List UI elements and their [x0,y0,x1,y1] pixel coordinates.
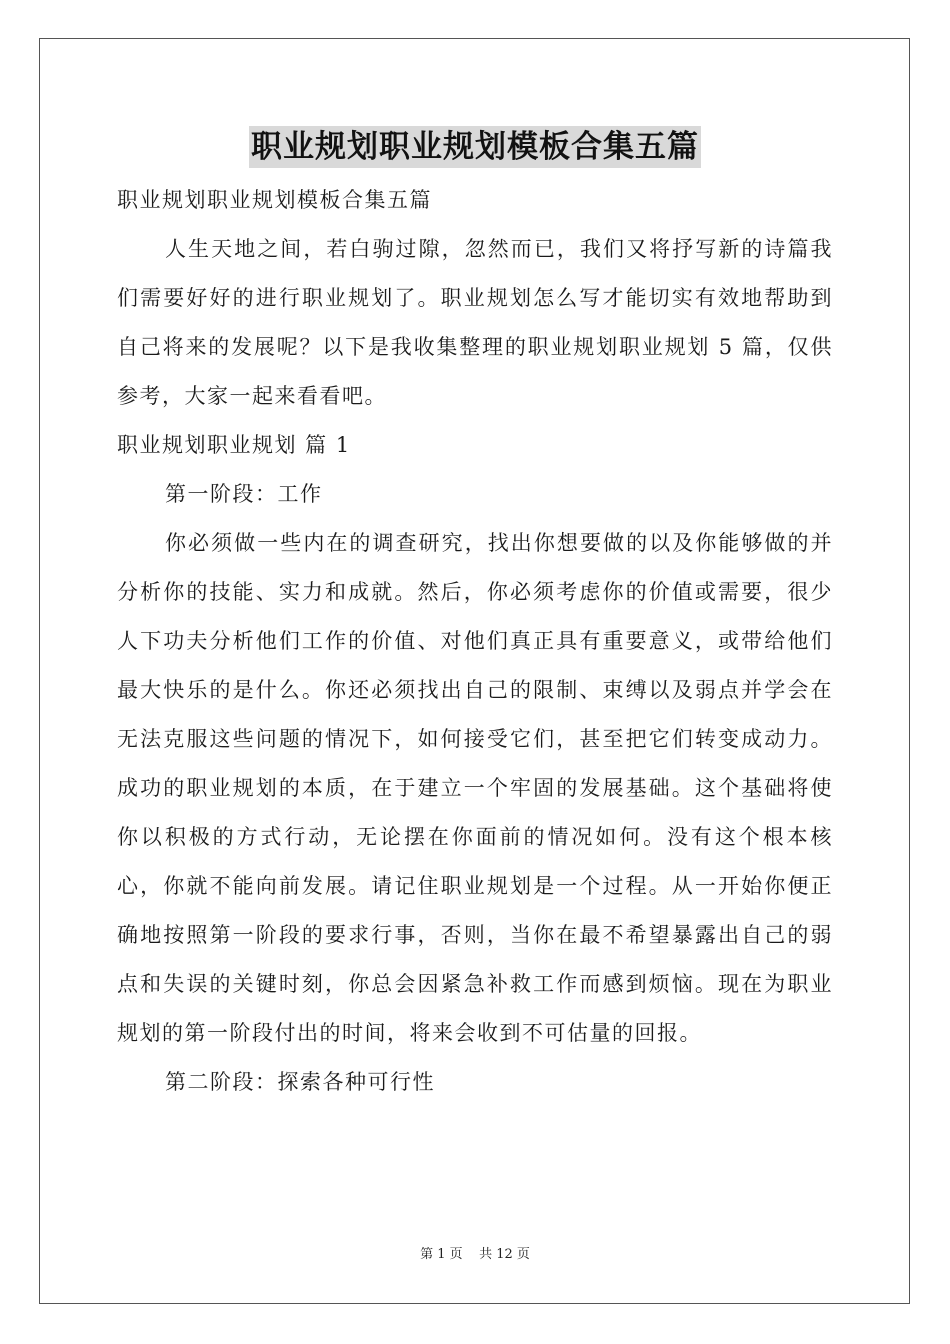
page-footer [0,1246,950,1264]
section-heading: 职业规划职业规划 篇 1 [117,433,351,457]
stage-one-paragraph: 你必须做一些内在的调查研究，找出你想要做的以及你能够做的并分析你的技能、实力和成就。然后，你必须考虑你的价值或需要，很少人下功夫分析他们工作的价值、对他们真正具有重要意义，或带给他们最大快乐的是什么。你还必须找出自己的限制、束缚以及弱点并学会在无法克服这些问题的情况下，如何接受它们，甚至把它们转变成动力。成功的职业规划的本质，在于建立一个牢固的发展基础。这个基础将使你以积极的方式行动，无论摆在你面前的情况如何。没有这个根本核心，你就不能向前发展。请记住职业规划是一个过程。从一开始你便正确地按照第一阶段的要求行事，否则，当你在最不希望暴露出自己的弱点和失误的关键时刻，你总会因紧急补救工作而感到烦恼。现在为职业规划的第一阶段付出的时间，将来会收到不可估量的回报。 [117,531,833,1045]
document-body [117,176,833,1107]
stage-one-heading: 第一阶段：工作 [165,482,323,506]
subtitle-line: 职业规划职业规划模板合集五篇 [117,188,432,212]
stage-two-heading: 第二阶段：探索各种可行性 [165,1070,435,1094]
document-title: 职业规划职业规划模板合集五篇 [249,126,701,168]
intro-paragraph: 人生天地之间，若白驹过隙，忽然而已，我们又将抒写新的诗篇我们需要好好的进行职业规划了。职业规划怎么写才能切实有效地帮助到自己将来的发展呢？以下是我收集整理的职业规划职业规划 5 篇，仅供参考，大家一起来看看吧。 [117,237,833,408]
page-number: 第 1 页 共 12 页 [420,1247,530,1262]
title-container [0,126,950,168]
